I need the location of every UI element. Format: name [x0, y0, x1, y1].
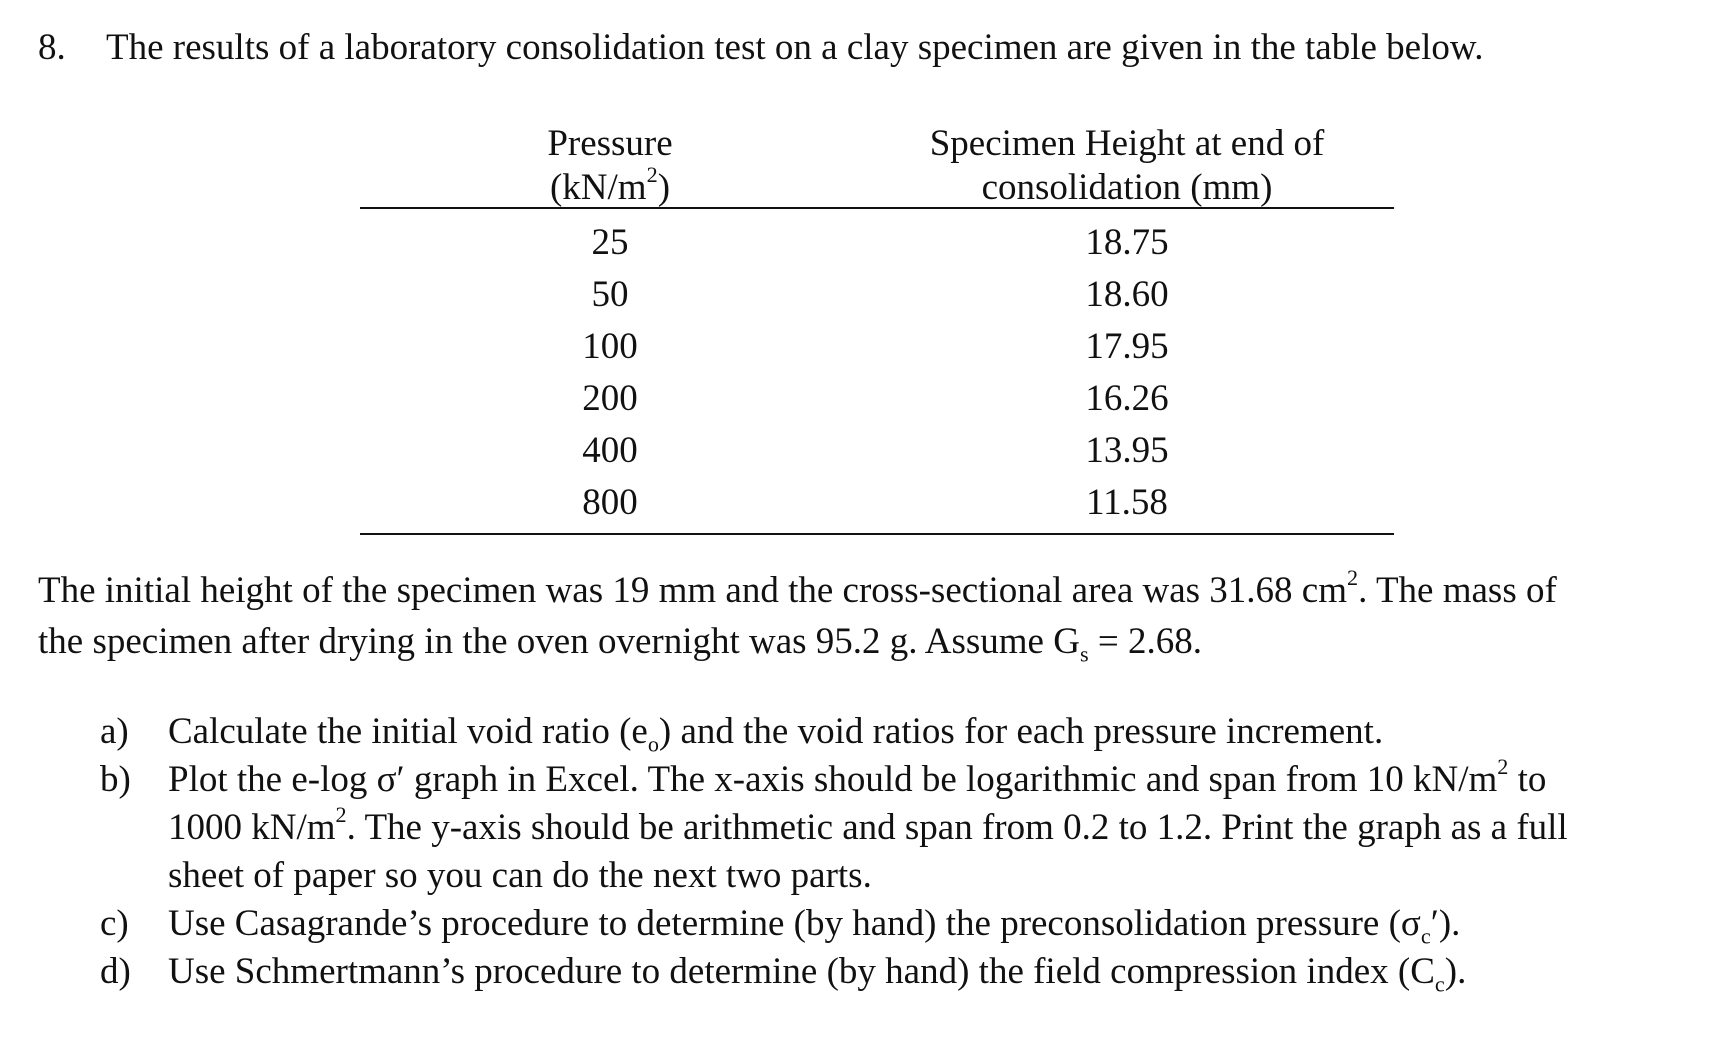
item-label: d): [100, 951, 131, 992]
table-row: [360, 269, 1394, 321]
pressure-cell: 100: [582, 326, 638, 367]
pressure-cell: 50: [591, 274, 629, 315]
item-label: b): [100, 759, 131, 800]
question-heading: [38, 26, 1483, 70]
height-cell: 16.26: [1085, 378, 1169, 419]
consolidation-table: [360, 118, 1394, 535]
table-body: [360, 209, 1394, 535]
height-cell: 11.58: [1086, 482, 1168, 523]
table-row: [360, 321, 1394, 373]
pressure-cell: 25: [591, 222, 629, 263]
header-pressure: Pressure $(kN/m^2)$: [547, 123, 673, 208]
table-row: [360, 373, 1394, 425]
list-item-a: a) Calculate the initial void ratio $(e_o)$ and the void ratios for each pressure increment.: [100, 708, 1720, 756]
item-label: a): [100, 711, 129, 752]
height-cell: 17.95: [1085, 326, 1169, 367]
question-number: 8.: [38, 27, 66, 68]
table-header: [360, 118, 1394, 209]
height-cell: 18.75: [1085, 222, 1169, 263]
table-row: [360, 425, 1394, 477]
question-title: The results of a laboratory consolidation test on a clay specimen are given in the table below.: [106, 27, 1484, 68]
item-label: c): [100, 903, 129, 944]
list-item-d: d) Use Schmertmann’s procedure to determine (by hand) the field compression index $(C_c)$.: [100, 948, 1720, 996]
header-specimen-height: Specimen Height at end of consolidation (mm): [929, 123, 1325, 208]
pressure-cell: 800: [582, 482, 638, 523]
pressure-cell: 200: [582, 378, 638, 419]
table-row: [360, 477, 1394, 529]
height-cell: 18.60: [1085, 274, 1169, 315]
specimen-description: The initial height of the specimen was 19 mm and the cross-sectional area was 31.68 $cm^2$. The mass of the specimen after drying in the oven overnight was 95.2 g. Assume $G_s = 2.68$.: [38, 565, 1557, 667]
list-item-b: b) Plot the e-log σ′ graph in Excel. The x-axis should be logarithmic and span from 10 $kN/m^2$ to 1000 $kN/m^2$. The y-axis should be arithmetic and span from 0.2 to 1.2. Print the graph as a full sheet of paper so you can do the next two parts.: [100, 754, 1568, 896]
question-parts-list: [100, 708, 1720, 996]
table-row: [360, 217, 1394, 269]
height-cell: 13.95: [1085, 430, 1169, 471]
pressure-cell: 400: [582, 430, 638, 471]
list-item-c: c) Use Casagrande’s procedure to determine (by hand) the preconsolidation pressure $(\sigma_c')$.: [100, 900, 1720, 948]
